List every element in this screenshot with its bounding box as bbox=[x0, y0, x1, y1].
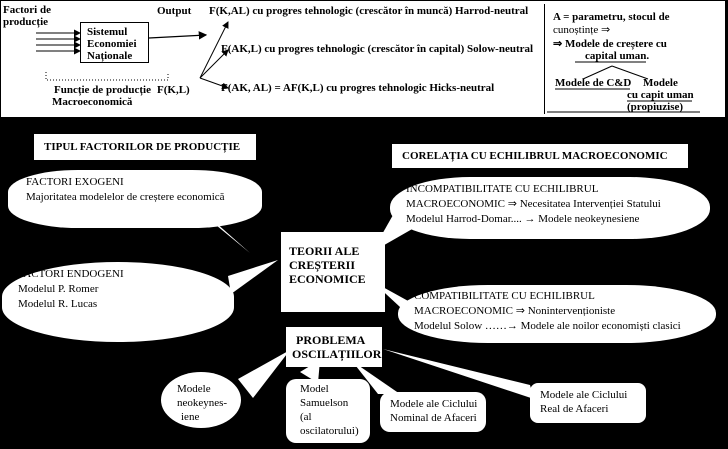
equilibrium-header: CORELAȚIA CU ECHILIBRUL MACROECONOMIC bbox=[392, 144, 688, 168]
solow-neutral-text: F(AK,L) cu progres tehnologic (crescător în capital) Solow-neutral bbox=[221, 43, 534, 55]
note-right-branch: Modele cu capit uman (propiuzise) bbox=[627, 77, 694, 113]
note-left-branch: Modele de C&D bbox=[555, 77, 632, 89]
samuelson-box: Model Samuelson (al oscilatorului) bbox=[286, 379, 370, 443]
harrod-neutral-text: F(K,AL) cu progres tehnologic (crescător în muncă) Harrod-neutral bbox=[209, 5, 529, 17]
factors-header: TIPUL FACTORILOR DE PRODUCȚIE bbox=[34, 134, 256, 160]
theories-box: TEORII ALE CREȘTERII ECONOMICE bbox=[281, 232, 385, 312]
exogenous-factors-bubble: FACTORI EXOGENI Majoritatea modelelor de creștere economică bbox=[8, 170, 262, 228]
dotted-bracket bbox=[46, 72, 168, 80]
real-cycle-box: Modele ale Ciclului Real de Afaceri bbox=[530, 383, 646, 423]
nominal-cycle-box: Modele ale Ciclului Nominal de Afaceri bbox=[380, 392, 486, 432]
note-line3: ⇒ Modele de creștere cu bbox=[553, 38, 667, 50]
production-function-label: Funcție de producție Macroeconomică bbox=[52, 84, 151, 108]
note-line4: capital uman. bbox=[585, 50, 650, 62]
production-function-formula: F(K,L) bbox=[157, 84, 190, 96]
neokeynesian-bubble: Modele neokeynes- iene bbox=[161, 372, 241, 428]
inputs-label: Factori de producție bbox=[3, 4, 51, 28]
hicks-neutral-text: F(AK, AL) = AF(K,L) cu progres tehnologic Hicks-neutral bbox=[221, 82, 495, 94]
note-text: A = parametru, stocul de bbox=[553, 11, 670, 23]
oscillations-box: PROBLEMA OSCILAȚIILOR bbox=[286, 327, 382, 367]
output-arrow bbox=[149, 35, 206, 38]
endogenous-factors-bubble: FACTORI ENDOGENI Modelul P. Romer Modelul R. Lucas bbox=[2, 262, 234, 342]
neokeynes-tail bbox=[238, 350, 290, 398]
incompatibility-bubble: INCOMPATIBILITATE CU ECHILIBRUL MACROECONOMIC ⇒ Necesitatea Intervenției Statului Modelul Harrod-Domar.... → Modele neokeynesiene bbox=[390, 177, 710, 239]
output-label: Output bbox=[157, 5, 192, 17]
national-economy-box: Sistemul Economiei Naționale bbox=[80, 22, 149, 63]
compatibility-bubble: COMPATIBILITATE CU ECHILIBRUL MACROECONOMIC ⇒ Nonintervenționiste Modelul Solow ……→ Modele ale noilor economiști clasici bbox=[398, 285, 716, 343]
note-line2: cunoștințe ⇒ bbox=[553, 24, 611, 36]
endogenous-tail bbox=[228, 260, 278, 294]
